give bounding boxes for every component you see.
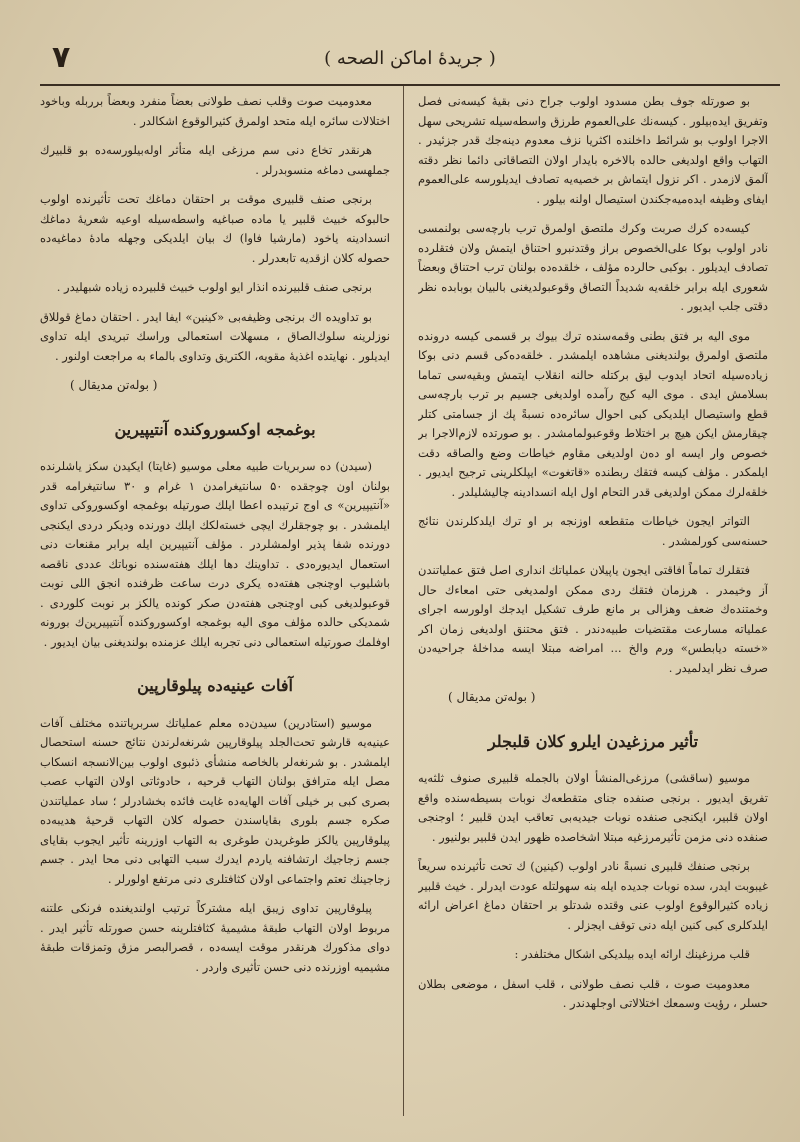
paragraph: بو صورتله جوف بطن مسدود اولوب جراح دنی بقیهٔ کیسه‌نی فصل وتفریق ایده‌بیلور . کیسه‌نك علی‌العموم طرزق واسطه‌سیله تشریحی سهل الاجرا اولوب بو شرائط داخلنده اکثریا نزف معدوم دینه‌جك قدر جزئیدر . التهاب واقع اولدیغی حالده بالاخره بایدار اولان التصاقاتی دائما نظر دقته آلمق لازمدر . اکر نزول ایتماش بر خصیه‌یه تصادف ایدیلورسه علی‌العموم ایفای وظیفه ایده‌میه‌جکندن استیصال اولنه بیلور .	[418, 94, 768, 206]
paragraph: هرنقدر تخاع دنی سم مرزغی ایله متأثر اولەبیلورسه‌ده بو قلبیرك جملهسی دماغه منسوبدرلر .	[40, 143, 390, 177]
column-divider	[403, 86, 404, 1116]
section-title: تأثیر مرزغیدن ایلرو کلان قلبجلر	[487, 731, 699, 751]
paragraph: معدومیت صوت ، قلب نصف طولانی ، قلب اسفل ، موضعی بطلان حسلر ، رؤیت وسمعك اختلالاتی اوجلهدندر .	[418, 976, 768, 1010]
paragraph: برنجی صنف قلبیری موقت بر احتقان دماغك تحت تأثیرنده اولوب حالبوکه خبیث قلبیر یا ماده صباغیه واسطه‌سیله اوعیه شعریهٔ دماغك انسدادینه یاخود (مارشیا فاوا) ك بیان ایلدیکی وجهله مادهٔ دماغیه‌ده حصوله کلان ازقدیه تابعدرلر .	[40, 192, 390, 265]
paragraph: بو تداویده اك برنجی وظیفه‌بی «کینین» ایفا ایدر . احتقان دماغ قوللاق نوزلرینه سلوك‌الصاق ، مسهلات استعمالی وراسك تبریدی ایله تداوی ایدیلور . نهایتده اغذیهٔ مقویه، الکتریق وتداوی بالماء به مراجعت اولنور .	[40, 309, 390, 363]
article-signature: ( بولەتن مديقال )	[448, 690, 536, 704]
paragraph: موسیو (ساقشی) مرزغی‌المنشأ اولان بالجمله قلبیری صنوف ثلثه‌یه تفریق ایدیور . برنجی صنفده جنای متقطعه‌ك نوبات بسیطه‌سنده واقع اولان قلبیر، ایکنجی صنفده نوبات جیدیه‌بی تعاقب ایدن قلبیر ؛ اوجنجی صنفده دنی مزمن تأثیرمرزغیه مبتلا اشخاصده ظهور ایدن قلبیر بولنیور .	[418, 771, 768, 844]
paragraph: پیلوقارپین تداوی زیبق ایله مشترکاً ترتیب اولندیغنده فرنکی علتنه مربوط اولان التهاب طبقهٔ مشیمیهٔ کثافتلرینه حسن صورتله تأثیر ایدر . دوای مذکورك هرنقدر موقت ایسه‌ده ، قصرالبصر مزق وتمزقات طبقهٔ مشیمیه اوزرنده دنی حسن تأثیری واردر .	[40, 901, 390, 974]
paragraph: فتقلرك تماماً افاقتی ایجون یاپیلان عملیاتك انداری اصل فتق عملیاتندن آز وخیمدر . هرزمان فتقك ردی ممکن اولمدیغی حتی امعاءك حال وخمتنده‌ك ضعف وهزالی بر مانع طرف تشکیل ایدجك اولورسه اجرای عملیاته مسارعت مقتضیات طبیه‌دندر . فتق محتنق اولدیغی زمان اکر «خسته دیابطس» ورم والخ ... امراضه مبتلا ایسه مداخلهٔ جراحیه‌دن صرف نظر ایدلمیدر .	[418, 563, 768, 675]
paragraph: موی الیه بر فتق بطنی وقمه‌سنده ترك بیوك بر قسمی کیسه درونده ملتصق اولمرق بولندیغنی مشاهده ایلمشدر . خلقه‌ده‌کی قسم دنی بوکا زیاده‌سیله اتحاد ایدوب لیق برکتله حالنه انقلاب ایتمش وبقیه‌سی تماما بسلامش ایدی . موی الیه کیج رآمده اولدیغی جسیم بر ترب بارچه‌سی قطع واستیصال ایلدیکی کبی احوال سائره‌ده نسبةً پك از جسامتی کتلر چیقارمش ایکن هیچ بر اختلاط وقوعبولمامشدر . بو صورتده لازم‌الاجرا بر خصوص وار ایسه او ده‌ن اولدیغی مقاوم خیاطات وضع والصاقه دقت ایلمکدر . مؤلف کیسه فتقك ربطنده «قاتغوت» ایپلکلرینی ترجیح ایدیور . خلقه‌لرك ممکن اولدیغی قدر التحام اول ایله انسدادینه چالیشلیلدر .	[418, 328, 768, 499]
left-column	[40, 92, 390, 1117]
paragraph: برنجی صنفك قلبیری نسبةً نادر اولوب (کینین) ك تحت تأثیرنده سریعاً غیبوبت ایدر، سده نوبات جدیده ایله بنه سهولتله عودت ایدرلر . خیث قلبیر زیاده کثیرالوقوع اولوب عنی وقتده شدتلو بر احتقان دماغ اعراض ارائه ایلدکلری کبی کنین ایله دنی توقف ایجزلر .	[418, 859, 768, 932]
paragraph: برنجی صنف قلبیرنده انذار ایو اولوب خبیث قلبیرده زیاده شبهلیدر .	[56, 280, 372, 294]
paragraph: التواتر ایجون خیاطات متقطعه اوزنجه بر او ترك ایلدکلرندن نتائج حسنه‌سی کورلمشدر .	[418, 514, 768, 548]
right-column	[418, 92, 768, 1117]
paragraph: (سیدن) ده سربریات طبیه معلی موسیو (غایتا) ایکیدن سکز یاشلرنده بولنان اون چوجقده ۵٠ سانتیغرامدن ۱ غرام و ۳٠ سانتیغرامه قدر «آنتیپیرین» ی اوج ترتیبده اعطا ایلك صورتیله بوغمجه اوکسوروکی تداوی ایلمشدر . بو چوجقلرك ایچی خسته‌لکك ایلك دورنده ودیکر دردی ایکنجی دورنده شفا پذیر اولمشلردر . مؤلف آنتیپیرین ایله برابر مقنعات دنی استعمال ایدیورەدی . تداوینك دها ایلك هفته‌سنده نوباتك عددی ناقصه باشلیوب اوچنجی هفته‌ده یکری درت ساعت ظرفنده انجق اللی نوبت قوعبولدیغی کبی اوچنجی هفته‌دن صکر کونده یالکز بر نوبت کلوردی . شمدیکی حالده مؤلف موی الیه بوغمجه اوکسوروکنده آنتیپیرین‌ك بورونه اوفلمك صورتیله استعمالی دنی تجربه ایلك عزمنده بولندیغنی بیان ایدیور .	[40, 459, 390, 649]
page-header	[40, 40, 780, 86]
paragraph: کیسه‌ده کرك صربت وکرك ملتصق اولمرق ترب بارچه‌سی بولنمسی نادر اولوب بوکا علی‌الخصوص براز وقتدنبرو احتناق ایتمش ولان فتقلرده تصادف ایدیلور . بوکبی حالرده مؤلف ، خلقده‌ده بولنان ترب احتناق وبعضاً شعوری ایله برابر خلقه‌یه شدیداً التصاق وقوعبولدیغنی بالبیان بوبابده نظر دقتی جلب ایدیور .	[418, 221, 768, 313]
paragraph: معدومیت صوت وقلب نصف طولانی بعضاً منفرد وبعضاً برربله وباخود اختلالات سائره ایله متحد اولمرق کثیرالوقوع اشکالدر .	[40, 94, 390, 128]
journal-title: ( جریدهٔ اماکن الصحه )	[324, 48, 496, 69]
section-title: آفات عینیه‌ده پیلوقارپین	[137, 676, 293, 695]
paragraph: موسیو (استادرین) سیدن‌ده معلم عملیاتك سربرياتنده مختلف آفات عینیه‌یه قارشو تحت‌الجلد پیلوقارپین شرنغه‌لرندن نتائج حسنه استحصال ایلمشدر . بو شرنغه‌لر بالخاصه منشأی ذئبوی اولوب بین‌الانسجه انسکاب مصل ایله مترافق بولنان التهاب قرحیه ، حادوثاتی اولان التهاب عصب بصری کبی بر خیلی آفات الهایه‌ده غایت فائده بخشادرلر ؛ ساد عملیاتندن صکره جسم بلوری بقایاسندن حصوله کلان التهاب قرحیهٔ هدیبه‌ده پیلوقارپین یالکز طوغریدن طوغری به التهاب اوزرینه تأثیر ایجوب بقایای جسم زجاجیك ارتشافنه یاردم ایدرك سبب التهابی دنی محا ایدر . جسم زجاجینك تعتم واجتماعی اولان کثافتلری دنی مرتفع اولورلر .	[40, 715, 390, 886]
paragraph: قلب مرزغینك ارائه ایده بیلدیکی اشکال مختلفدر :	[514, 947, 750, 961]
section-title: بوغمجه اوکسوروکنده آنتیپیرین	[114, 419, 316, 439]
page-number: ٧	[52, 40, 71, 75]
article-signature: ( بولەتن مديقال )	[70, 378, 158, 392]
